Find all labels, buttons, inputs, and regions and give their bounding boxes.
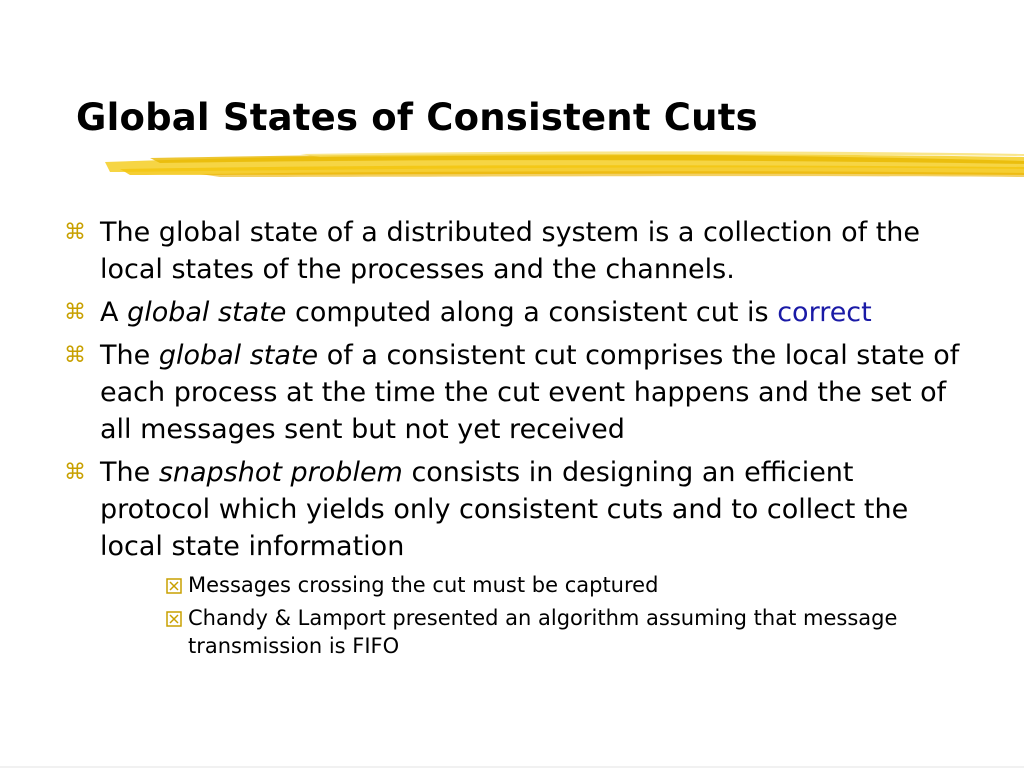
title-brush-underline [0, 147, 1024, 187]
bullet-text-post: consists in designing an efficient protocol which yields only consistent cuts and to collect the local state information [100, 457, 909, 562]
sub-bullet-text: Chandy & Lamport presented an algorithm assuming that message transmission is FIFO [188, 606, 898, 658]
bullet-emphasis: global state [158, 340, 319, 371]
sub-bullet-item [164, 604, 964, 660]
sub-bullet-list [100, 571, 964, 660]
command-key-icon: ⌘ [64, 220, 86, 245]
sub-bullet-text: Messages crossing the cut must be captured [188, 573, 659, 597]
boxed-x-icon [166, 578, 182, 594]
bullet-emphasis: global state [127, 297, 287, 328]
bullet-text-post: of a consistent cut comprises the local state of each process at the time the cut event happens and the set of all messages sent but not yet received [100, 340, 960, 445]
bullet-text-pre: A [100, 297, 128, 328]
boxed-x-icon [166, 611, 182, 627]
bullet-emphasis: snapshot problem [158, 457, 403, 488]
bullet-text: The global state of a distributed system is a collection of the local states of the processes and the channels. [100, 217, 921, 285]
bullet-item [64, 337, 964, 448]
bullet-text-pre: The [100, 457, 159, 488]
highlighted-word: correct [777, 297, 872, 328]
bullet-item [64, 214, 964, 288]
bullet-item [64, 294, 964, 331]
command-key-icon: ⌘ [64, 343, 86, 368]
bullet-text-post: computed along a consistent cut is [286, 297, 778, 328]
slide-title: Global States of Consistent Cuts [76, 96, 758, 139]
command-key-icon: ⌘ [64, 300, 86, 325]
bullet-item [64, 454, 964, 660]
sub-bullet-item [164, 571, 964, 599]
bullet-text-pre: The [100, 340, 159, 371]
command-key-icon: ⌘ [64, 460, 86, 485]
bullet-list [64, 214, 964, 666]
